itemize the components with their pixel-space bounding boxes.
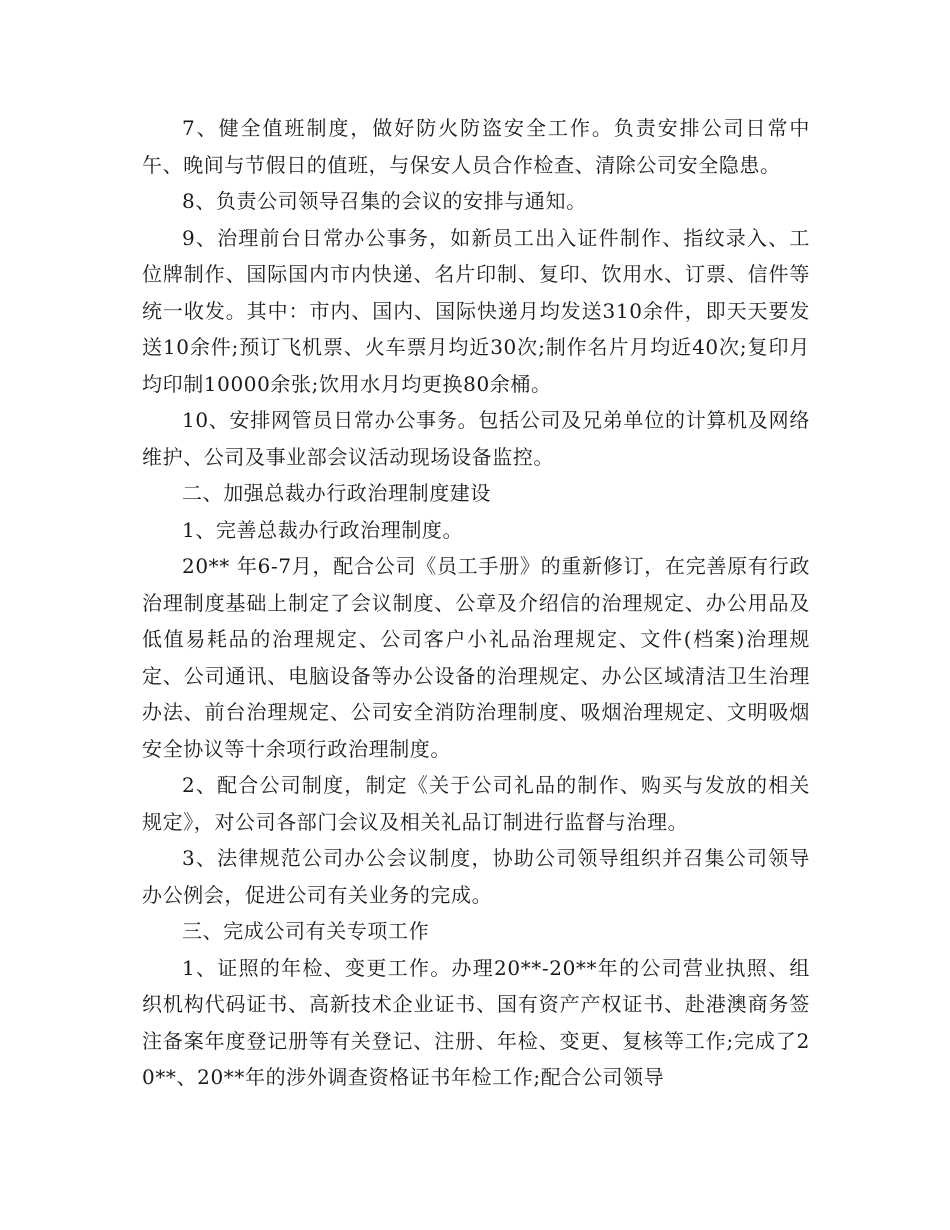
document-page (142, 110, 810, 1096)
paragraph-duty-8: 8、负责公司领导召集的会议的安排与通知。 (182, 189, 587, 213)
paragraph-duty-7: 7、健全值班制度，做好防火防盗安全工作。负责安排公司日常中午、晚间与节假日的值班，与保安人员合作检查、清除公司安全隐患。 (142, 116, 810, 177)
paragraph-duty-10: 10、安排网管员日常办公事务。包括公司及兄弟单位的计算机及网络维护、公司及事业部会议活动现场设备监控。 (142, 408, 810, 469)
section-heading-3: 三、完成公司有关专项工作 (182, 919, 430, 943)
paragraph-2-2: 2、配合公司制度，制定《关于公司礼品的制作、购买与发放的相关规定》，对公司各部门会议及相关礼品订制进行监督与治理。 (142, 773, 810, 834)
paragraph-3-1: 1、证照的年检、变更工作。办理20**-20**年的公司营业执照、组织机构代码证书、高新技术企业证书、国有资产产权证书、赴港澳商务签注备案年度登记册等有关登记、注册、年检、变更、复核等工作;完成了20**、20**年的涉外调查资格证书年检工作;配合公司领导 (142, 955, 810, 1089)
paragraph-2-3: 3、法律规范公司办公会议制度，协助公司领导组织并召集公司领导办公例会，促进公司有关业务的完成。 (142, 846, 810, 907)
paragraph-regulations: 20** 年6-7月，配合公司《员工手册》的重新修订，在完善原有行政治理制度基础上制定了会议制度、公章及介绍信的治理规定、办公用品及低值易耗品的治理规定、公司客户小礼品治理规定、文件(档案)治理规定、公司通讯、电脑设备等办公设备的治理规定、办公区域清洁卫生治理办法、前台治理规定、公司安全消防治理制度、吸烟治理规定、文明吸烟安全协议等十余项行政治理制度。 (142, 554, 810, 761)
paragraph-duty-9: 9、治理前台日常办公事务，如新员工出入证件制作、指纹录入、工位牌制作、国际国内市内快递、名片印制、复印、饮用水、订票、信件等统一收发。其中：市内、国内、国际快递月均发送310余件，即天天要发送10余件;预订飞机票、火车票月均近30次;制作名片月均近40次;复印月均印制10000余张;饮用水月均更换80余桶。 (142, 225, 810, 396)
subheading-2-1: 1、完善总裁办行政治理制度。 (182, 517, 464, 542)
section-heading-2: 二、加强总裁办行政治理制度建设 (182, 481, 491, 505)
